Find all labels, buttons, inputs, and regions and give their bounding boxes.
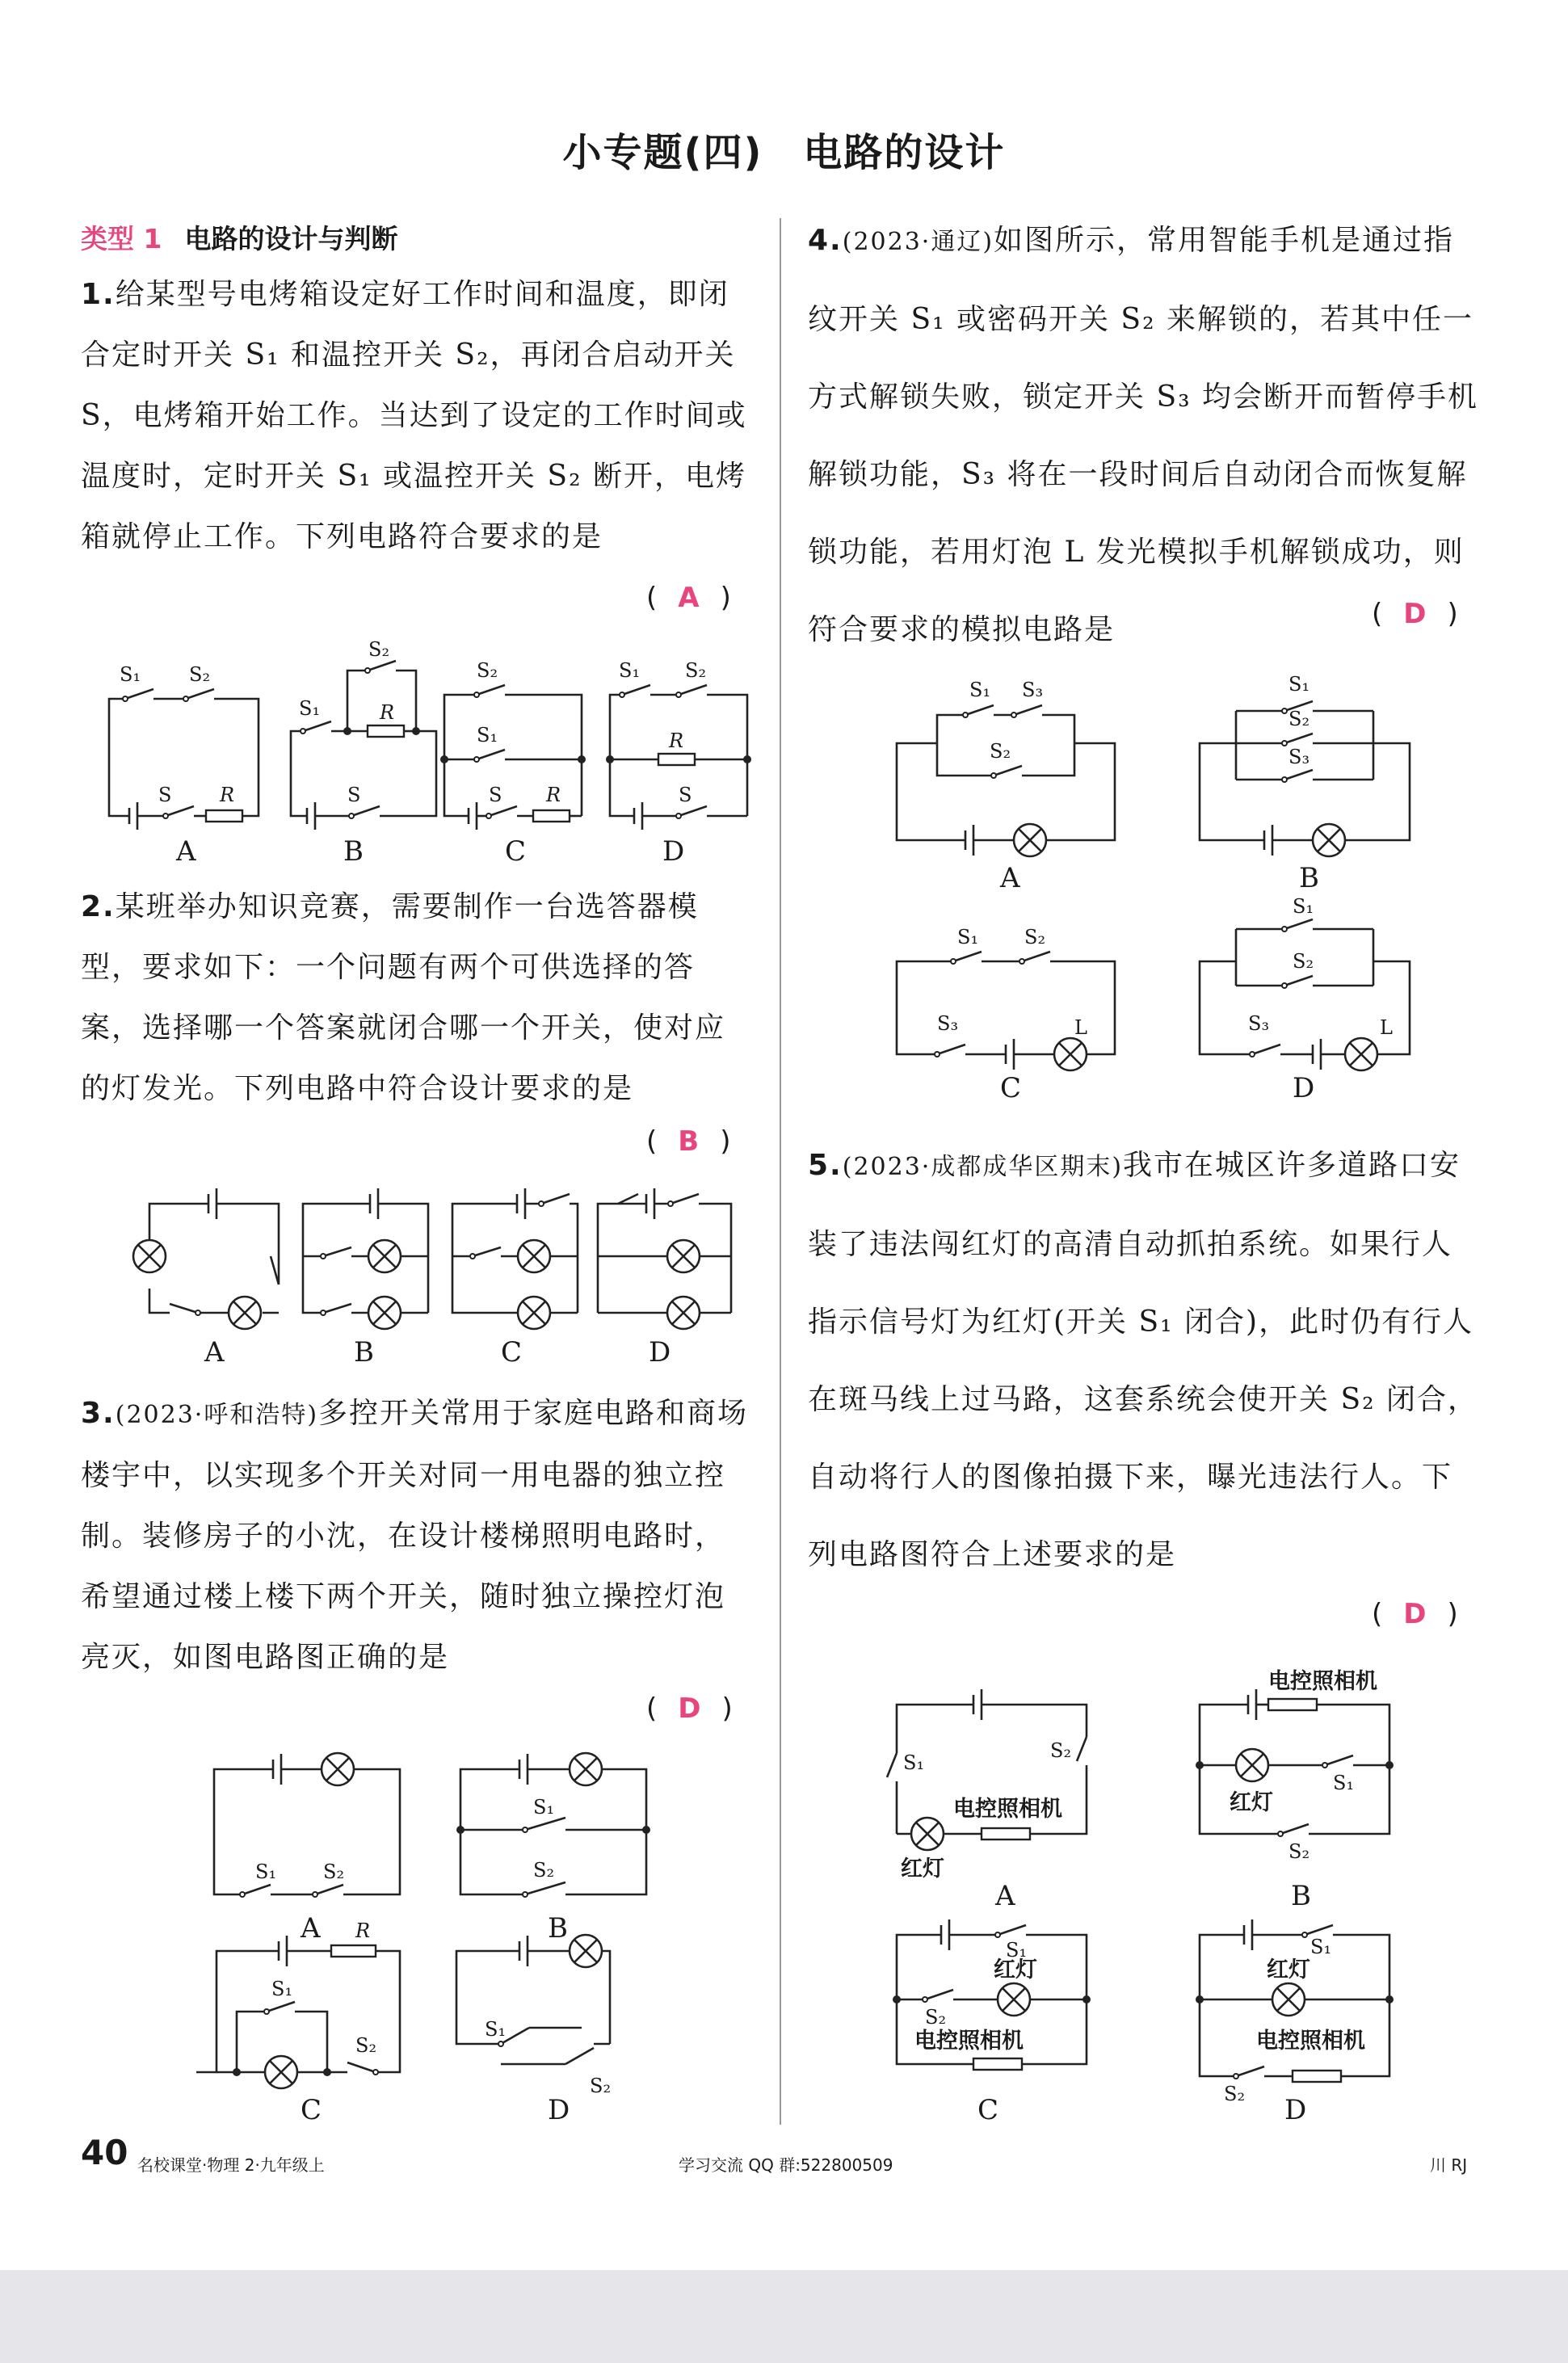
edition: 川 RJ <box>1430 2155 1468 2175</box>
label-l: L <box>1074 1016 1087 1039</box>
label-s1: S₁ <box>485 2018 507 2041</box>
option-label-d: D <box>649 1336 671 1369</box>
option-label-d: D <box>1284 2094 1307 2126</box>
label-s1: S₁ <box>1288 673 1310 696</box>
question-text: 如图所示，常用智能手机是通过指纹开关 S₁ 或密码开关 S₂ 来解锁的，若其中任一方式解锁失败，锁定开关 S₃ 均会断开而暂停手机解锁功能，S₃ 将在一段时间后自动闭合而恢复解锁功能，若用灯泡 L 发光模拟手机解锁成功，则符合要求的模拟电路是 <box>808 224 1478 646</box>
question-number: 3. <box>81 1397 116 1430</box>
option-label-c: C <box>505 835 527 868</box>
label-s2: S₂ <box>355 2034 377 2057</box>
label-s3: S₃ <box>1288 746 1310 768</box>
label-s1: S₁ <box>1333 1772 1355 1794</box>
option-label-a: A <box>301 1912 321 1945</box>
label-s: S <box>158 784 172 806</box>
label-s2: S₂ <box>189 663 211 686</box>
label-l: L <box>1380 1016 1393 1039</box>
option-label-c: C <box>977 2094 999 2126</box>
label-s1: S₁ <box>1006 1939 1028 1961</box>
q5-circuit-a <box>887 1689 1087 1912</box>
question-number: 2. <box>81 890 116 923</box>
label-s2: S₂ <box>685 659 707 682</box>
answer-3: ( D ) <box>646 1692 733 1725</box>
option-label-b: B <box>343 835 364 868</box>
label-r: R <box>546 784 561 806</box>
option-label-d: D <box>548 2094 570 2126</box>
label-s1: S₁ <box>619 659 641 682</box>
option-label-b: B <box>1299 862 1319 894</box>
label-s1: S₁ <box>271 1978 293 2000</box>
label-red-light: 红灯 <box>1267 1957 1310 1982</box>
qq-group: 学习交流 QQ 群:522800509 <box>679 2155 893 2175</box>
option-label-d: D <box>662 835 685 868</box>
label-r: R <box>669 730 684 752</box>
label-camera: 电控照相机 <box>914 2029 1024 2054</box>
question-text: 某班举办知识竞赛，需要制作一台选答器模型，要求如下：一个问题有两个可供选择的答案，选择哪一个答案就闭合哪一个开关，使对应的灯发光。下列电路中符合设计要求的是 <box>81 890 726 1105</box>
label-s: S <box>347 784 361 806</box>
label-s2: S₂ <box>1024 926 1046 948</box>
option-label-a: A <box>995 1880 1015 1912</box>
answer-letter: B <box>678 1125 700 1158</box>
answer-letter: D <box>1403 1598 1427 1630</box>
label-s2: S₂ <box>368 638 390 661</box>
question-text: 给某型号电烤箱设定好工作时间和温度，即闭合定时开关 S₁ 和温控开关 S₂，再闭合启动开关 S，电烤箱开始工作。当达到了设定的工作时间或温度时，定时开关 S₁ 或温控开关 S₂ 断开，电烤箱就停止工作。下列电路符合要求的是 <box>81 278 747 553</box>
answer-1: ( A ) <box>646 582 731 614</box>
label-s1: S₁ <box>957 926 979 948</box>
label-s2: S₂ <box>990 740 1011 763</box>
label-s1: S₁ <box>1293 895 1314 918</box>
page-number: 40 <box>81 2133 128 2172</box>
label-s1: S₁ <box>299 697 321 720</box>
label-red-light: 红灯 <box>1230 1790 1273 1815</box>
question-text: 我市在城区许多道路口安装了违法闯红灯的高清自动抓拍系统。如果行人指示信号灯为红灯(开关 S₁ 闭合)，此时仍有行人在斑马线上过马路，这套系统会使开关 S₂ 闭合，自动将行人的图像拍摄下来，曝光违法行人。下列电路图符合上述要求的是 <box>808 1149 1478 1571</box>
section-name: 电路的设计与判断 <box>184 223 398 254</box>
label-s2: S₂ <box>1288 708 1310 730</box>
label-s2: S₂ <box>323 1861 345 1883</box>
label-s2: S₂ <box>1224 2083 1246 2105</box>
option-label-d: D <box>1293 1072 1315 1104</box>
option-label-c: C <box>501 1336 523 1369</box>
question-number: 4. <box>808 224 843 257</box>
label-camera: 电控照相机 <box>953 1797 1062 1822</box>
label-r: R <box>380 701 395 724</box>
q5-circuit-b <box>1196 1669 1394 1912</box>
label-s1: S₁ <box>903 1751 925 1774</box>
label-s2: S₂ <box>1288 1840 1310 1863</box>
q5-circuit-d <box>1196 1919 1394 2126</box>
answer-letter: D <box>1403 598 1427 630</box>
label-camera: 电控照相机 <box>1256 2029 1365 2054</box>
label-s1: S₁ <box>255 1861 277 1883</box>
label-camera: 电控照相机 <box>1268 1669 1377 1694</box>
option-label-a: A <box>1000 862 1020 894</box>
label-s3: S₃ <box>1248 1012 1270 1035</box>
label-s2: S₂ <box>925 2006 947 2029</box>
label-s1: S₁ <box>969 679 991 701</box>
label-r: R <box>220 784 235 806</box>
question-number: 1. <box>81 278 116 311</box>
question-number: 5. <box>808 1149 843 1182</box>
label-s2: S₂ <box>477 659 498 682</box>
label-s2: S₂ <box>533 1859 555 1882</box>
page-title: 小专题(四) 电路的设计 <box>562 130 1006 175</box>
label-r: R <box>355 1919 371 1942</box>
label-s2: S₂ <box>1293 950 1314 973</box>
answer-letter: D <box>678 1692 701 1725</box>
label-s1: S₁ <box>120 663 141 686</box>
label-red-light: 红灯 <box>901 1856 944 1882</box>
question-source: (2023·呼和浩特) <box>115 1401 319 1429</box>
label-s3: S₃ <box>937 1012 959 1035</box>
answer-5: ( D ) <box>1372 1598 1458 1630</box>
question-text: 多控开关常用于家庭电路和商场楼宇中，以实现多个开关对同一用电器的独立控制。装修房子的小沈，在设计楼梯照明电路时，希望通过楼上楼下两个开关，随时独立操控灯泡亮灭，如图电路图正确的是 <box>81 1397 749 1674</box>
question-source: (2023·成都成华区期末) <box>842 1153 1124 1181</box>
label-s1: S₁ <box>477 724 498 746</box>
option-label-b: B <box>354 1336 374 1369</box>
answer-letter: A <box>678 582 700 614</box>
q5-circuit-c <box>893 1919 1091 2126</box>
option-label-a: A <box>176 835 196 868</box>
question-source: (2023·通辽) <box>842 228 994 256</box>
label-s2: S₂ <box>590 2075 612 2097</box>
label-s2: S₂ <box>1050 1739 1072 1762</box>
label-s1: S₁ <box>1310 1936 1332 1958</box>
option-label-a: A <box>204 1336 225 1369</box>
book-title: 名校课堂·物理 2·九年级上 <box>137 2155 325 2175</box>
answer-4: ( D ) <box>1372 598 1458 630</box>
option-label-c: C <box>1000 1072 1022 1104</box>
option-label-b: B <box>1291 1880 1311 1912</box>
label-s1: S₁ <box>533 1796 555 1819</box>
label-s: S <box>679 784 692 806</box>
label-s3: S₃ <box>1022 679 1044 701</box>
option-label-c: C <box>301 2094 322 2126</box>
option-label-b: B <box>548 1912 568 1945</box>
label-s: S <box>489 784 502 806</box>
section-tag: 类型 1 <box>81 223 162 254</box>
answer-2: ( B ) <box>646 1125 731 1158</box>
label-red-light: 红灯 <box>994 1957 1037 1982</box>
